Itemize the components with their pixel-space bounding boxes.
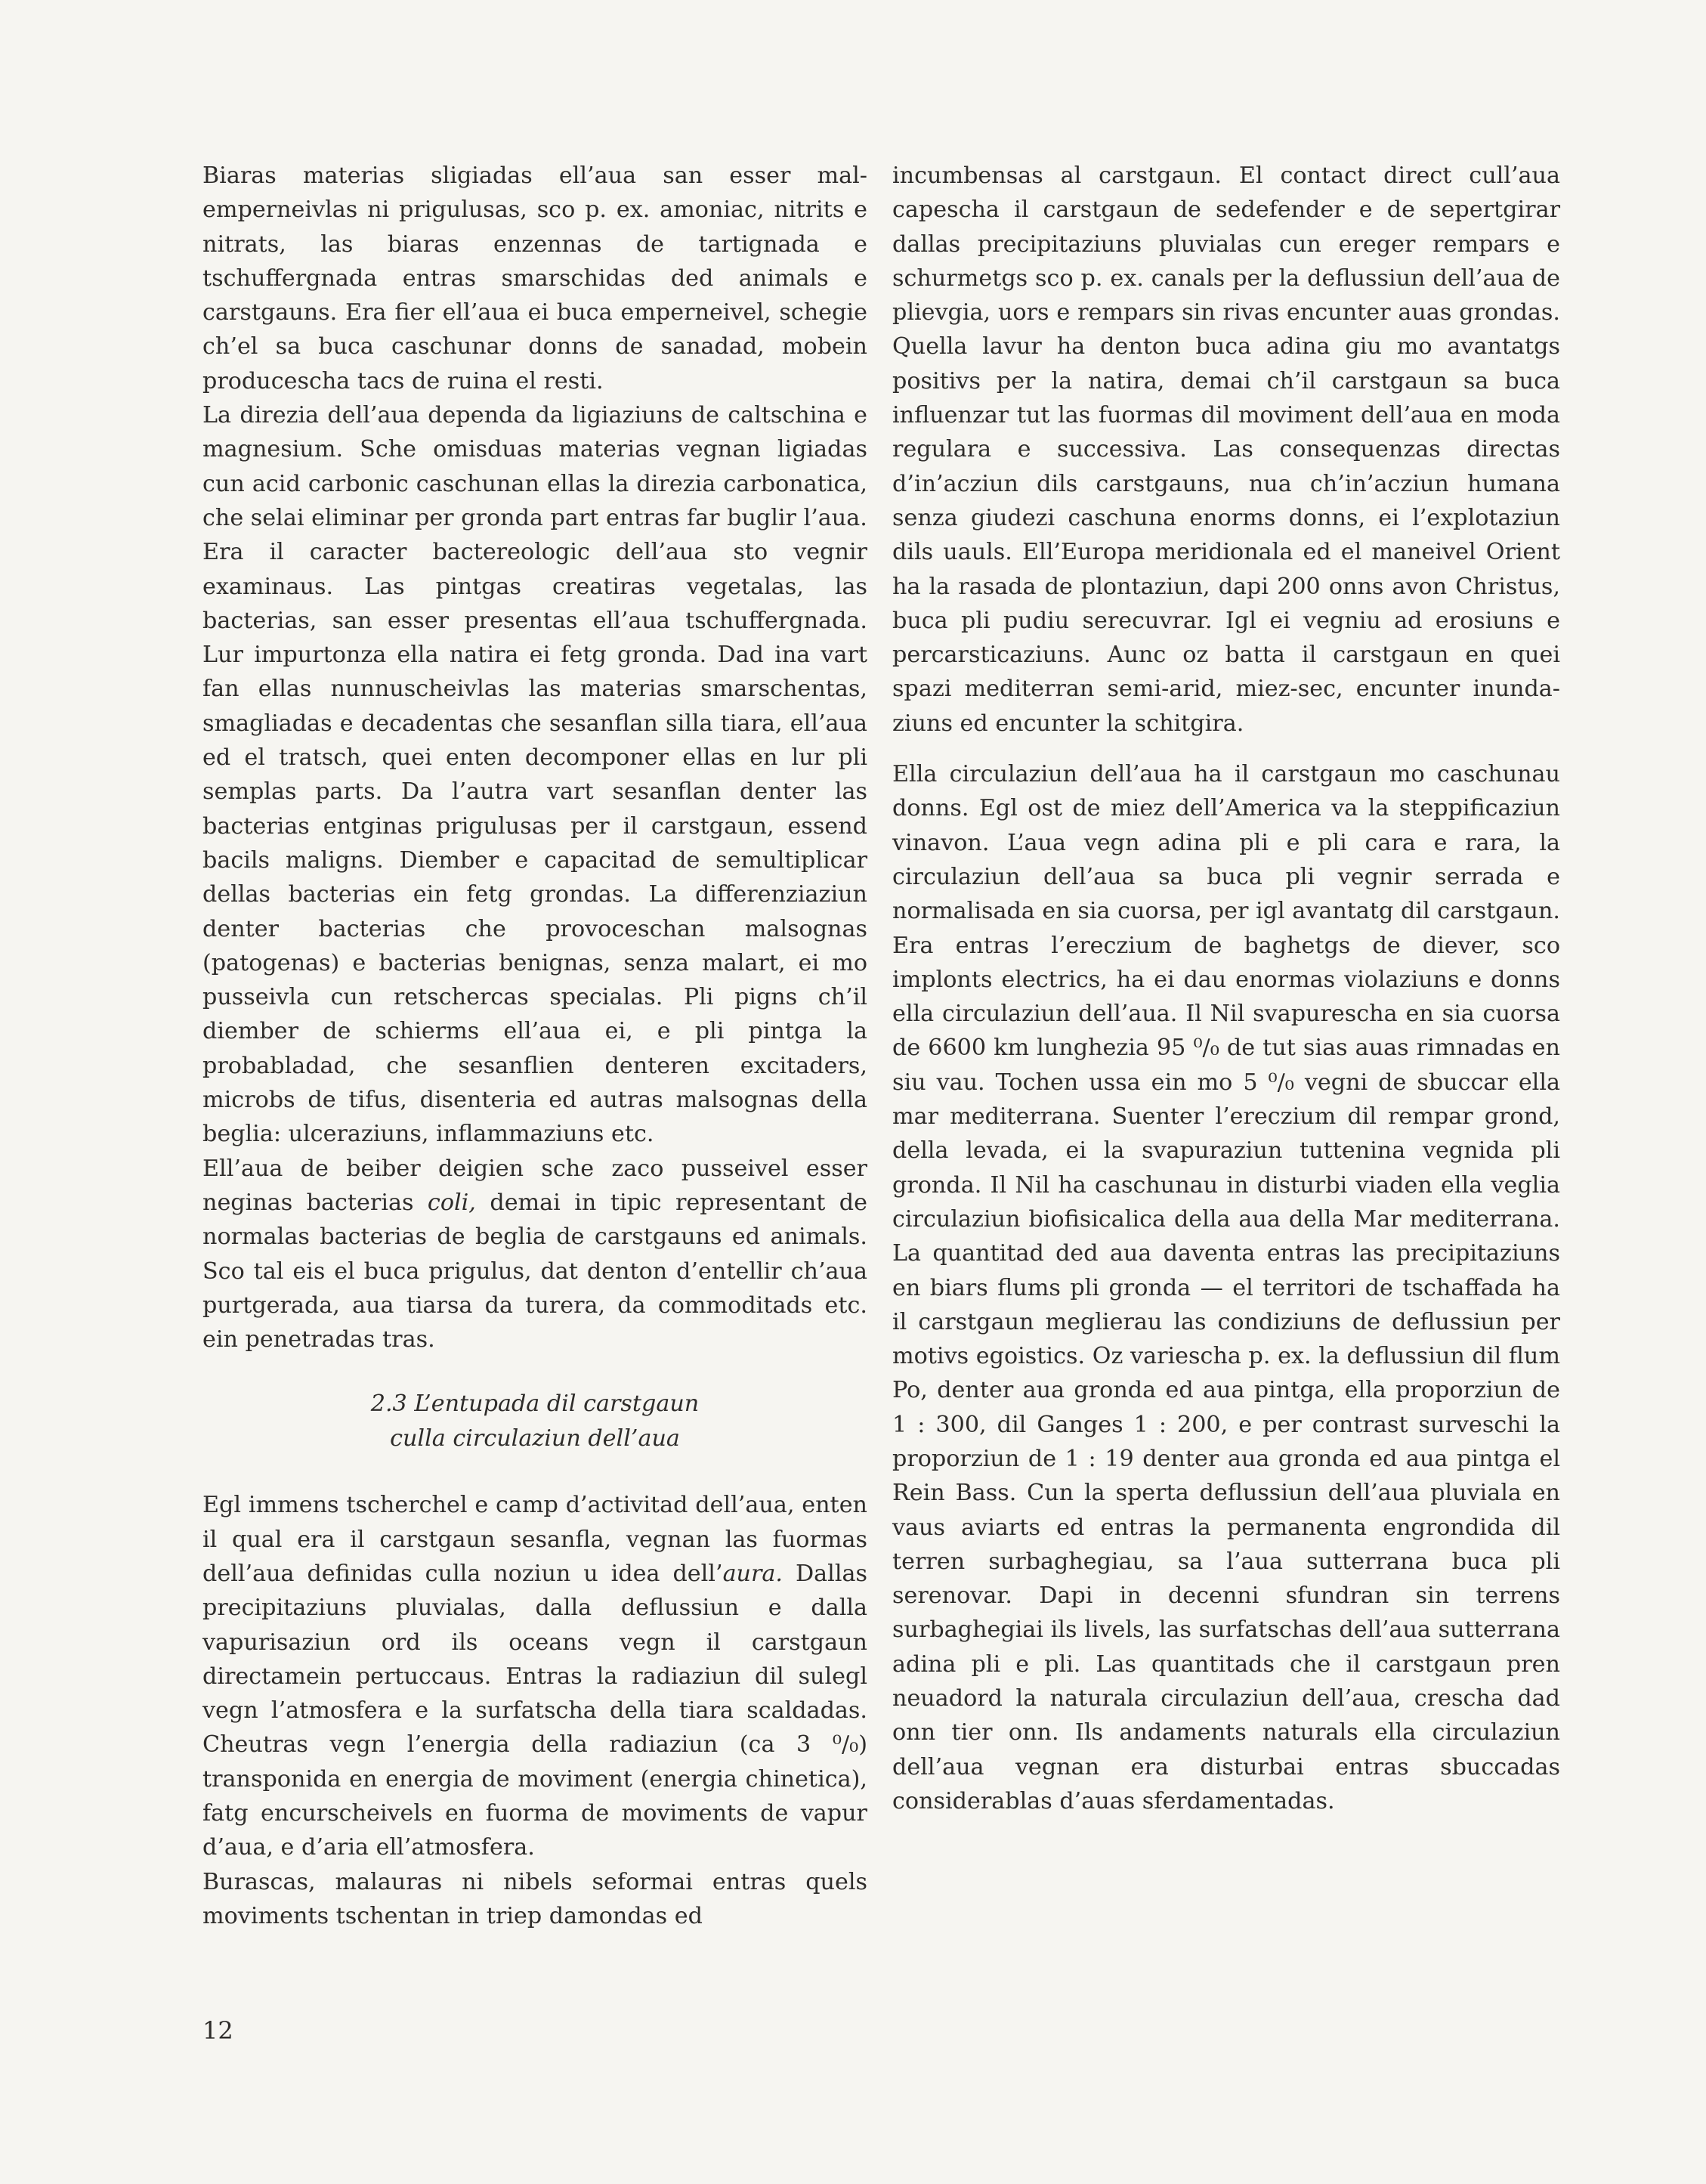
paragraph-text: Egl immens tscherchel e camp d’activitad dell’aua, enten il qual era il carstgaun sesanfla, vegnan las fuormas dell’aua definidas culla noziun u idea dell’ (202, 1492, 867, 1587)
paragraph: La direzia dell’aua dependa da ligiaziuns de caltschina e magnesium. Sche omisduas materias vegnan ligiadas cun acid carbonic caschunan ellas la direzia carbonatica, che selai eliminar per gronda part entras far buglir l’aua. (202, 402, 867, 531)
paragraph (202, 1488, 867, 1864)
paragraph: Era il caracter bactereologic dell’aua sto vegnir examinaus. Las pintgas creatiras vegetalas, las bacterias, san esser presentas ell’aua tschuffergnada. Lur impurtonza ella natira ei fetg gronda. Dad ina vart fan ellas nunnuscheivlas las materias smarschentas, smagliadas e decadentas che sesanflan silla tiara, ell’aua ed el tratsch, quei enten decomponer ellas en lur pli semplas parts. Da l’autra vart sesanflan denter las bacterias entginas prigulusas per il carstgaun, essend bacils maligns. Diember e capacitad de semultiplicar dellas bacterias ein fetg grondas. La differenziaziun denter bacterias che provoceschan malsognas (patogenas) e bacterias benignas, senza malart, ei mo pusseivla cun retschercas specialas. Pli pigns ch’il diember de schierms ell’aua ei, e pli pintga la probabladad, che sesanflien denteren excitaders, microbs de tifus, disenteria ed autras malsognas della beglia: ulceraziuns, inflammaziuns etc. (202, 539, 867, 1148)
section-heading (202, 1387, 867, 1456)
right-column (892, 159, 1560, 1818)
paragraph-text: Dallas precipitaziuns pluvialas, dalla deflussiun e dalla vapurisaziun ord ils oceans vegn il carstgaun directamein pertuccaus. Entras la radiaziun dil sulegl vegn l’atmosfera e la surfatscha della tiara scaldadas. Cheutras vegn l’energia della radiaziun (ca 3 ⁰/₀) transponida en energia de moviment (energia chinetica), fatg encurscheivels en fuorma de moviments de vapur d’aua, e d’aria ell’atmosfera. (202, 1560, 867, 1861)
paragraph (202, 1152, 867, 1357)
paragraph: Burascas, malauras ni nibels seformai entras quels moviments tschentan in triep damondas ed (202, 1868, 867, 1929)
left-column (202, 159, 867, 1933)
paragraph-italic: aura. (722, 1560, 783, 1587)
section-heading-line: culla circulaziun dell’aua (390, 1425, 680, 1452)
paragraph: Biaras materias sligiadas ell’aua san esser malemperneivlas ni prigulusas, sco p. ex. amoniac, nitrits e nitrats, las biaras enzennas de tartignada e tschuffergnada entras smarschidas ded animals e carstgauns. Era fier ell’aua ei buca emperneivel, schegie ch’el sa buca caschunar donns de sanadad, mobein producescha tacs de ruina el resti. (202, 162, 867, 394)
paragraph-text: Ell’aua de beiber deigien sche zaco pusseivel esser neginas bacterias (202, 1155, 867, 1216)
paragraph-text: demai in tipic representant de normalas bacterias de beglia de carstgauns ed animals. Sco tal eis el buca prigulus, dat denton d’entellir ch’aua purtgerada, aua tiarsa da turera, da commoditads etc. ein penetradas tras. (202, 1189, 867, 1353)
paragraph: Ella circulaziun dell’aua ha il carstgaun mo caschunau donns. Egl ost de miez dell’America va la steppificaziun vinavon. L’aua vegn adina pli e pli cara e rara, la circulaziun dell’aua sa buca pli vegnir serrada e normalisada en sia cuorsa, per igl avantatg dil carstgaun. Era entras l’ereczium de baghetgs de diever, sco implonts electrics, ha ei dau enormas violaziuns e donns ella circulaziun dell’aua. Il Nil svapurescha en sia cuorsa de 6600 km lunghezia 95 ⁰/₀ de tut sias auas rimnadas en siu vau. Tochen ussa ein mo 5 ⁰/₀ vegni de sbuccar ella mar mediterrana. Suenter l’ereczium dil rempar grond, della levada, ei la svapuraziun tuttenina vegnida pli gronda. Il Nil ha caschunau in disturbi viaden ella veglia circulaziun biofisicalica della aua della Mar mediterrana. La quantitad ded aua daventa entras las precipitaziuns en biars flums pli gronda — el territori de tschaffada ha il carstgaun meglierau las condiziuns de deflussiun per motivs egoistics. Oz variescha p. ex. la deflussiun dil flum Po, denter aua gronda ed aua pintga, ella proporziun de 1 : 300, dil Ganges 1 : 200, e per contrast surveschi la proporziun de 1 : 19 denter aua gronda ed aua pintga el Rein Bass. Cun la sperta deflussiun dell’aua pluviala en vaus aviarts ed entras la permanenta engrondida dil terren surbaghegiau, sa l’aua sutterrana buca pli serenovar. Dapi in decenni sfundran sin terrens surbaghegiai ils livels, las surfatschas dell’aua sutterrana adina pli e pli. Las quantitads che il carstgaun pren neuadord la naturala circulaziun dell’aua, crescha dad onn tier onn. Ils andaments naturals ella circulaziun dell’aua vegnan era disturbai entras sbuccadas considerablas d’auas sferdamentadas. (892, 761, 1560, 1814)
page-number: 12 (202, 2016, 233, 2045)
paragraph-italic: coli, (427, 1189, 476, 1216)
paragraph: incumbensas al carstgaun. El contact direct cull’aua capescha il carstgaun de sedefender e de sepertgirar dallas precipitaziuns pluvialas cun ereger rempars e schurmetgs sco p. ex. canals per la deflussiun dell’aua de plievgia, uors e rempars sin rivas encunter auas grondas. Quella lavur ha denton buca adina giu mo avantatgs positivs per la natira, demai ch’il carstgaun sa buca influenzar tut las fuormas dil moviment dell’aua en moda regulara e successiva. Las consequenzas directas d’in’acziun dils carstgauns, nua ch’in’acziun humana senza giudezi caschuna enorms donns, ei l’explotaziun dils uauls. Ell’Europa meridionala ed el maneivel Orient ha la rasada de plontaziun, dapi 200 onns avon Christus, buca pli pudiu serecuvrar. Igl ei vegniu ad erosiuns e percarsticaziuns. Aunc oz batta il carstgaun en quei spazi mediterran semi-arid, miez-sec, encunter inundaziuns ed encunter la schitgira. (892, 162, 1560, 737)
section-heading-line: 2.3 L’entupada dil carstgaun (370, 1391, 700, 1418)
